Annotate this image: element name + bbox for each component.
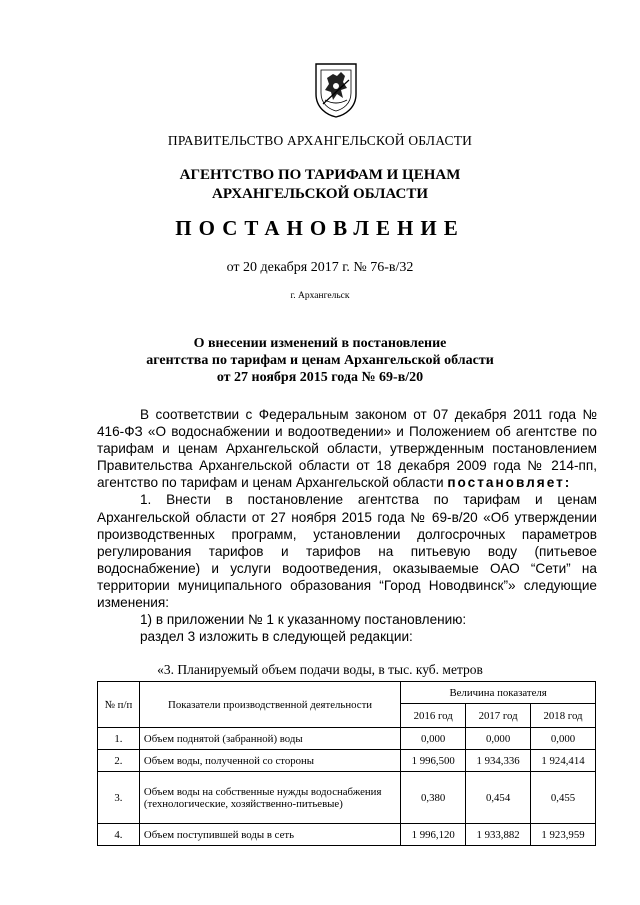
subject-line: агентства по тарифам и ценам Архангельской области bbox=[146, 353, 494, 368]
coat-of-arms-icon bbox=[313, 60, 359, 118]
row-value: 1 923,959 bbox=[531, 824, 596, 846]
water-supply-table bbox=[97, 681, 596, 846]
agency-name-line: АГЕНТСТВО ПО ТАРИФАМ И ЦЕНАМ bbox=[179, 167, 461, 183]
paragraph bbox=[97, 406, 597, 491]
row-value: 1 924,414 bbox=[531, 750, 596, 772]
row-value: 1 996,500 bbox=[401, 750, 466, 772]
row-value: 1 934,336 bbox=[466, 750, 531, 772]
row-label: Объем поднятой (забранной) воды bbox=[139, 728, 400, 750]
document-date-number: от 20 декабря 2017 г. № 76-в/32 bbox=[226, 260, 414, 275]
agency-name-line: АРХАНГЕЛЬСКОЙ ОБЛАСТИ bbox=[212, 186, 428, 202]
header-year: 2016 год bbox=[401, 704, 466, 728]
document-city: г. Архангельск bbox=[290, 291, 350, 301]
government-name: ПРАВИТЕЛЬСТВО АРХАНГЕЛЬСКОЙ ОБЛАСТИ bbox=[167, 133, 473, 148]
document-subject bbox=[0, 335, 640, 386]
table-caption: «3. Планируемый объем подачи воды, в тыс. куб. метров bbox=[157, 662, 483, 677]
header-indicator: Показатели производственной деятельности bbox=[139, 682, 400, 728]
resolution-keyword: постановляет: bbox=[447, 475, 572, 491]
row-value: 1 996,120 bbox=[401, 824, 466, 846]
row-value: 0,000 bbox=[401, 728, 466, 750]
row-label: Объем воды, полученной со стороны bbox=[139, 750, 400, 772]
table-row bbox=[98, 824, 596, 846]
header-year: 2017 год bbox=[466, 704, 531, 728]
paragraph: 1. Внести в постановление агентства по тарифам и ценам Архангельской области от 27 ноября 2015 года № 69-в/20 «Об утверждении производственных программ, установлении долгосрочных параметров регулирования тарифов и тарифов на питьевую воду (питьевое водоснабжение) и услуги водоотведения, оказываемые ОАО “Сети” на территории муниципального образования “Город Новодвинск”» следующие изменения: bbox=[97, 492, 597, 611]
row-value: 0,455 bbox=[531, 772, 596, 824]
row-value: 0,380 bbox=[401, 772, 466, 824]
row-value: 1 933,882 bbox=[466, 824, 531, 846]
header-year: 2018 год bbox=[531, 704, 596, 728]
header-number: № п/п bbox=[98, 682, 140, 728]
document-body bbox=[97, 406, 597, 645]
row-value: 0,000 bbox=[531, 728, 596, 750]
subject-line: от 27 ноября 2015 года № 69-в/20 bbox=[216, 370, 424, 385]
table-row bbox=[98, 772, 596, 824]
row-number: 2. bbox=[98, 750, 140, 772]
row-label: Объем воды на собственные нужды водоснабжения (технологические, хозяйственно-питьевые) bbox=[139, 772, 400, 824]
paragraph: раздел 3 изложить в следующей редакции: bbox=[140, 629, 413, 645]
subject-line: О внесении изменений в постановление bbox=[193, 336, 447, 351]
table-row bbox=[98, 728, 596, 750]
agency-name bbox=[0, 166, 640, 204]
paragraph: 1) в приложении № 1 к указанному постановлению: bbox=[140, 612, 467, 628]
paragraph-text: В соответствии с Федеральным законом от 07 декабря 2011 года № 416-ФЗ «О водоснабжении и водоотведении» и Положением об агентстве по тарифам и ценам Архангельской области, утвержденным постановлением Правительства Архангельской области от 18 декабря 2009 года № 214-пп, агентство по тарифам и ценам Архангельской области bbox=[97, 407, 597, 491]
row-number: 1. bbox=[98, 728, 140, 750]
row-number: 4. bbox=[98, 824, 140, 846]
row-label: Объем поступившей воды в сеть bbox=[139, 824, 400, 846]
table-row bbox=[98, 750, 596, 772]
document-type: ПОСТАНОВЛЕНИЕ bbox=[175, 216, 465, 240]
header-value: Величина показателя bbox=[401, 682, 596, 704]
row-value: 0,454 bbox=[466, 772, 531, 824]
row-value: 0,000 bbox=[466, 728, 531, 750]
row-number: 3. bbox=[98, 772, 140, 824]
